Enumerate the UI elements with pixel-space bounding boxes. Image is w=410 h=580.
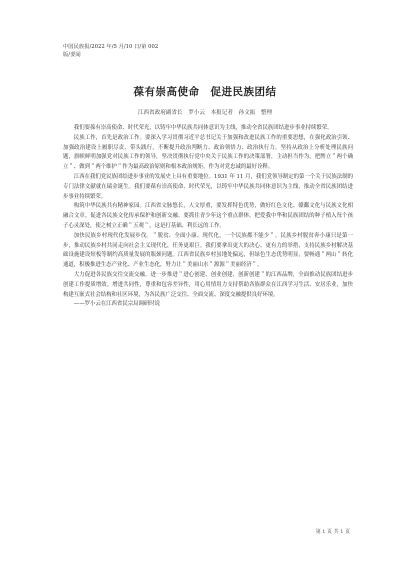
- paragraph: 我们要葆有崇高使命、时代荣光，以铸牢中华民族共同体意识为主线，推动全省民族团结进步事业持续繁荣。: [73, 125, 333, 131]
- paragraph: 江西在我们党民族团结进步事业的发展史上具有重要地位。1931 年 11 月，我们党领导制定的第一个关于民族法制的专门法律文献就在瑞金诞生。我们要葆有崇高使命、时代荣光，以铸牢中华民族共同体意识为主线，推动全省民族团结进步事业持续繁荣。: [63, 173, 353, 200]
- article-body: [63, 124, 353, 310]
- article-attribution: ——罗小云在江西省民宗局调研时说: [73, 301, 161, 308]
- page-number: 第 1 页 共 1 页: [315, 529, 350, 535]
- section-label: 版/要闻: [63, 52, 81, 58]
- paragraph: 民族工作，首先是政治工作。要深入学习贯彻习近平总书记关于加强和改进民族工作的重要思想，在强化政治引领、加强政治建设上履职尽责、带头践行，不断提升政治判断力、政治领悟力、政治执行力。坚持从政治上分析处理民族问题，旗帜鲜明加强党对民族工作的领导，坚决贯彻执行党中央关于民族工作的决策部署，主动担当作为，把牌立＂两个确立＂、做到＂两个维护＂作为最高政治原则和根本政治规矩，作为对党忠诚的最好诠释。: [63, 134, 353, 171]
- paragraph: 大力促进各民族交往交流交融。进一步推进＂进心创建、创业创建、创新创建＂的江西品牌，全面推动民族团结进步创建工作提质增效。增进共同性，尊重和包容差异性，用心用情用力支持帮助各族群众在江西学习生活、安居乐业，加快构建互嵌式社会结构和社区环境，为各民族广泛交往、全面交流、深度交融提供良好环境。: [63, 271, 353, 298]
- paragraph: 加快民族乡村现代化发展步伐。＂脱贫、全面小康、现代化，一个民族都不能少＂。民族乡村脱贫奔小康只是第一步，推动民族乡村共同走向社会主义现代化，任务更艰巨。我们要拿出更大的决心、更有力的举措，支持民族乡村解决基础设施建设短板等制约高质量发展的瓶颈问题。江西省民族乡村虽地处偏远，但绿色生态优势明显，要畅通＂两山＂转化通道，积极推进生态产业化、产业生态化，努力让＂美丽山水＂源源＂美丽经济＂。: [63, 232, 353, 269]
- article-byline: 江西省政府副省长 罗小云 本报记者 孙文振 整理: [137, 110, 273, 116]
- article-title: 葆有崇高使命 促进民族团结: [133, 86, 277, 98]
- paragraph: 构筑中华民族共有精神家园。江西省文脉悠长，人文厚重，要发挥特色优势，做好红色文化、赣鄱文化与民族文化相融合文章。促进各民族文化传承保护和创新交融。要抓住青少年这个重点群体，把爱我中华和民族团结的种子植入每个孩子心灵深处，使之树立正确＂五观＂，这是打基础、利长远的工作。: [63, 203, 353, 229]
- source-line: 中国民族报/2022 年/5 月/10 日/第 002: [63, 44, 159, 50]
